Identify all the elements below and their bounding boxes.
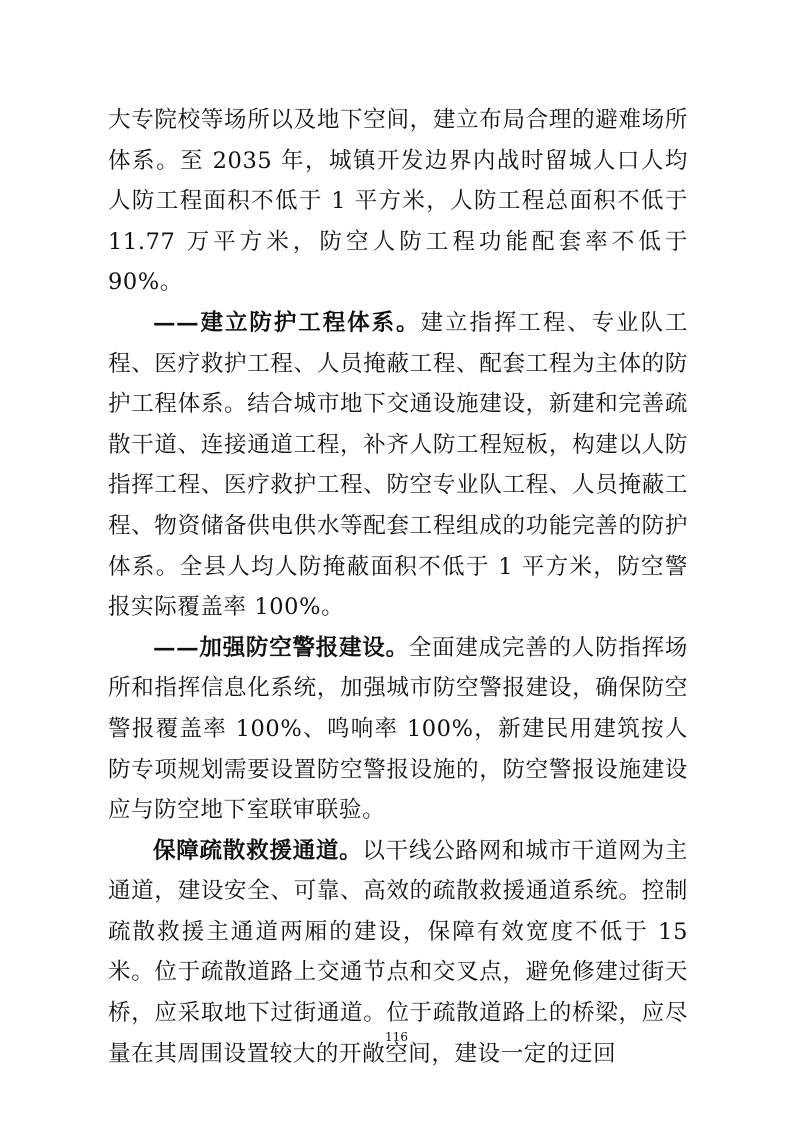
document-body: [108, 100, 688, 1074]
paragraph-text: 全面建成完善的人防指挥场所和指挥信息化系统，加强城市防空警报建设，确保防空警报覆盖率 100%、鸣响率 100%，新建民用建筑按人防专项规划需要设置防空警报设施的，防空警报设施建设应与防空地下室联审联验。: [108, 634, 688, 824]
paragraph-heading: ——加强防空警报建设。: [153, 634, 409, 661]
paragraph-shelter-continuation: [108, 100, 688, 303]
paragraph-text: 以干线公路网和城市干道网为主通道，建设安全、可靠、高效的疏散救援通道系统。控制疏散救援主通道两厢的建设，保障有效宽度不低于 15 米。位于疏散道路上交通节点和交叉点，避免修建过街天桥，应采取地下过街通道。位于疏散道路上的桥梁，应尽量在其周围设置较大的开敞空间，建设一定的迂回: [108, 837, 689, 1067]
paragraph-text: 大专院校等场所以及地下空间，建立布局合理的避难场所体系。至 2035 年，城镇开发边界内战时留城人口人均人防工程面积不低于 1 平方米，人防工程总面积不低于 11.77 万平方米，防空人防工程功能配套率不低于 90%。: [108, 107, 688, 296]
page-number: 116: [385, 1030, 408, 1044]
paragraph-protection-system: [108, 303, 688, 628]
paragraph-text: 建立指挥工程、专业队工程、医疗救护工程、人员掩蔽工程、配套工程为主体的防护工程体系。结合城市地下交通设施建设，新建和完善疏散干道、连接通道工程，补齐人防工程短板，构建以人防指挥工程、医疗救护工程、防空专业队工程、人员掩蔽工程、物资储备供电供水等配套工程组成的功能完善的防护体系。全县人均人防掩蔽面积不低于 1 平方米，防空警报实际覆盖率 100%。: [108, 309, 688, 621]
paragraph-heading: 保障疏散救援通道。: [153, 837, 363, 864]
paragraph-air-raid-alarm: [108, 628, 688, 831]
paragraph-heading: ——建立防护工程体系。: [153, 309, 421, 336]
